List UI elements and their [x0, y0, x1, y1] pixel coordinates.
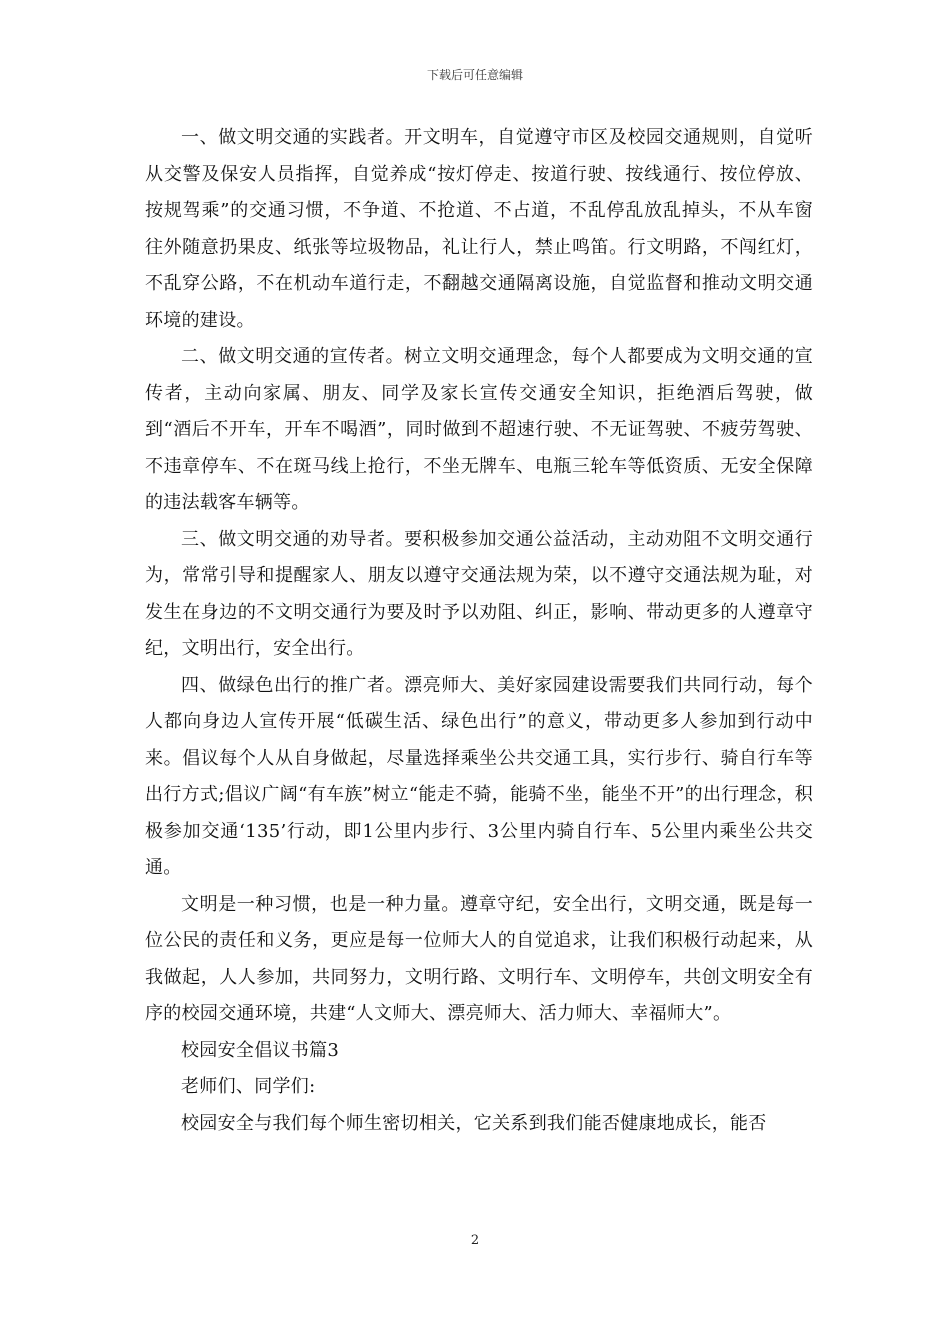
paragraph-intro-start: 校园安全与我们每个师生密切相关，它关系到我们能否健康地成长，能否 [181, 1112, 767, 1134]
paragraph-practitioner: 一、做文明交通的实践者。开文明车，自觉遵守市区及校园交通规则，自觉听从交警及保安人员指挥，自觉养成“按灯停走、按道行驶、按线通行、按位停放、按规驾乘”的交通习惯，不争道、不抢道、不占道，不乱停乱放乱掉头，不从车窗往外随意扔果皮、纸张等垃圾物品，礼让行人，禁止鸣笛。行文明路，不闯红灯，不乱穿公路，不在机动车道行走，不翻越交通隔离设施，自觉监督和推动文明交通环境的建设。 [145, 127, 813, 331]
paragraph-persuader: 三、做文明交通的劝导者。要积极参加交通公益活动，主动劝阻不文明交通行为，常常引导和提醒家人、朋友以遵守交通法规为荣，以不遵守交通法规为耻，对发生在身边的不文明交通行为要及时予以劝阻、纠正，影响、带动更多的人遵章守纪，文明出行，安全出行。 [145, 528, 813, 659]
section-title: 校园安全倡议书篇3 [181, 1039, 340, 1061]
paragraph-promoter: 二、做文明交通的宣传者。树立文明交通理念，每个人都要成为文明交通的宣传者，主动向家属、朋友、同学及家长宣传交通安全知识，拒绝酒后驾驶，做到“酒后不开车，开车不喝酒”，同时做到不超速行驶、不无证驾驶、不疲劳驾驶、不违章停车、不在斑马线上抢行，不坐无牌车、电瓶三轮车等低资质、无安全保障的违法载客车辆等。 [145, 346, 813, 513]
salutation: 老师们、同学们: [181, 1076, 316, 1097]
paragraph-conclusion: 文明是一种习惯，也是一种力量。遵章守纪，安全出行，文明交通，既是每一位公民的责任和义务，更应是每一位师大人的自觉追求，让我们积极行动起来，从我做起，人人参加，共同努力，文明行路、文明行车、文明停车，共创文明安全有序的校园交通环境，共建“人文师大、漂亮师大、活力师大、幸福师大”。 [145, 893, 813, 1024]
page-header: 下载后可任意编辑 [426, 68, 523, 82]
paragraph-green-travel: 四、做绿色出行的推广者。漂亮师大、美好家园建设需要我们共同行动，每个人都向身边人宣传开展“低碳生活、绿色出行”的意义，带动更多人参加到行动中来。倡议每个人从自身做起，尽量选择乘坐公共交通工具，实行步行、骑自行车等出行方式;倡议广阔“有车族”树立“能走不骑，能骑不坐，能坐不开”的出行理念，积极参加交通‘135’行动，即1公里内步行、3公里内骑自行车、5公里内乘坐公共交通。 [145, 674, 813, 878]
document-body [145, 120, 813, 1142]
page-number: 2 [470, 1233, 480, 1248]
